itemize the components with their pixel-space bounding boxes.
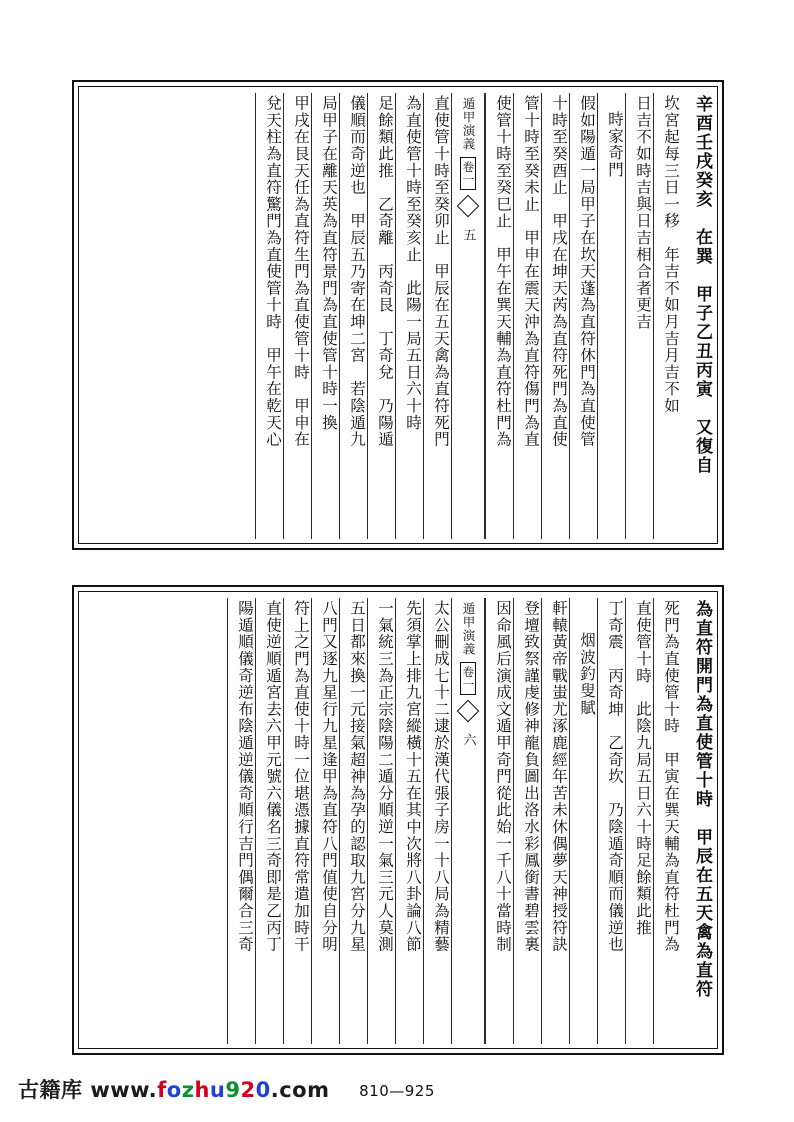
text-block-bottom-inner: [78, 591, 718, 1049]
fish-tail-ornament-icon: [457, 700, 480, 723]
watermark-char-f: f: [157, 1078, 167, 1102]
column-bottom-1: 為直符開門為直使管十時 甲辰在五天禽為直符: [692, 600, 712, 999]
column-top-6: 十時至癸酉止 甲戌在坤天芮為直符死門為直使: [541, 93, 569, 539]
watermark-char-u: u: [209, 1078, 226, 1102]
column-bottom-8: 因命風后演成文遁甲奇門從此始一千八十當時制: [485, 598, 513, 1044]
column-bottom-13: 八門又逐九星行九星逢甲為直符八門值使自分明: [311, 598, 339, 1044]
column-bottom-9: 太公刪成七十二逮於漢代張子房一十八局為精藝: [423, 598, 451, 1044]
column-bottom-15: 直使逆順遁宮去六甲元號六儀名三奇即是乙丙丁: [255, 598, 283, 1044]
column-bottom-16: 陽遁順儀奇逆布陰遁逆儀奇順行吉門偶爾合三奇: [227, 598, 255, 1044]
watermark-dotcom: .com: [270, 1078, 330, 1102]
column-top-14: 甲戌在艮天任為直符生門為直使管十時 甲申在: [283, 93, 311, 539]
text-block-top: [72, 80, 724, 550]
column-bottom-14: 符上之門為直使十時一位堪憑據直符常遣加時干: [283, 598, 311, 1044]
center-strip-bottom: [451, 598, 485, 1044]
column-top-12: 儀順而奇逆也 甲辰五乃寄在坤二宮 若陰遁九: [339, 93, 367, 539]
column-top-8: 使管十時至癸巳止 甲午在巽天輔為直符杜門為: [485, 93, 513, 539]
imprint-volume-top: 卷一: [460, 157, 477, 190]
imprint-volume-bottom: 卷一: [460, 662, 477, 695]
imprint-page-bottom: 六: [460, 733, 476, 746]
column-top-13: 局甲子在離天英為直符景門為直使管十時一換: [311, 93, 339, 539]
text-block-top-inner: [78, 86, 718, 544]
column-bottom-2: 死門為直使管十時 甲寅在巽天輔為直符杜門為: [653, 598, 681, 1044]
page-number: 810—925: [359, 1082, 435, 1100]
imprint-title-bottom: 遁甲演義: [461, 602, 476, 656]
column-bottom-5-section-heading: 烟波釣叟賦: [569, 598, 597, 1044]
page-footer: [0, 1066, 794, 1110]
column-top-4-section-heading: 時家奇門: [597, 93, 625, 539]
watermark-char-z: z: [181, 1078, 195, 1102]
column-top-9: 直使管十時至癸卯止 甲辰在五天禽為直符死門: [423, 93, 451, 539]
watermark-site-name: 古籍库: [18, 1078, 83, 1102]
column-top-10: 為直使管十時至癸亥止 此陽一局五日六十時: [395, 93, 423, 539]
watermark-char-o: o: [166, 1078, 182, 1102]
fish-tail-ornament-icon: [457, 195, 480, 218]
column-bottom-10: 先須掌上排九宮縱橫十五在其中次將八卦論八節: [395, 598, 423, 1044]
column-bottom-6: 軒轅黃帝戰蚩尤涿鹿經年苦未休偶夢天神授符訣: [541, 598, 569, 1044]
column-top-11: 足餘類此推 乙奇離 丙奇艮 丁奇兌 乃陽遁: [367, 93, 395, 539]
text-block-bottom: [72, 585, 724, 1055]
imprint-page-top: 五: [460, 228, 476, 241]
watermark-www: www.: [90, 1078, 158, 1102]
watermark-char-h: h: [194, 1078, 210, 1102]
column-top-7: 管十時至癸未止 甲申在震天沖為直符傷門為直: [513, 93, 541, 539]
column-top-3: 日吉不如時吉與日吉相合者更吉: [625, 93, 653, 539]
column-bottom-7: 登壇致祭謹虔修神龍負圖出洛水彩鳳銜書碧雲裏: [513, 598, 541, 1044]
column-bottom-4: 丁奇震 丙奇坤 乙奇坎 乃陰遁奇順而儀逆也: [597, 598, 625, 1044]
column-top-1: 辛酉壬戌癸亥 在巽 甲子乙丑丙寅 又復自: [692, 95, 712, 475]
column-bottom-3: 直使管十時 此陰九局五日六十時足餘類此推: [625, 598, 653, 1044]
imprint-title-top: 遁甲演義: [461, 97, 476, 151]
watermark-char-2: 2: [240, 1078, 256, 1102]
column-top-5: 假如陽遁一局甲子在坎天蓬為直符休門為直使管: [569, 93, 597, 539]
watermark-char-0: 0: [255, 1078, 271, 1102]
center-strip-top: [451, 93, 485, 539]
column-bottom-11: 一氣統三為正宗陰陽二遁分順逆一氣三元人莫測: [367, 598, 395, 1044]
column-top-15: 兌天柱為直符驚門為直使管十時 甲午在乾天心: [255, 93, 283, 539]
column-top-2: 坎宮起每三日一移 年吉不如月吉月吉不如: [653, 93, 681, 539]
column-bottom-12: 五日都來換一元接氣超神為孕的認取九宮分九星: [339, 598, 367, 1044]
watermark-char-9: 9: [225, 1078, 241, 1102]
